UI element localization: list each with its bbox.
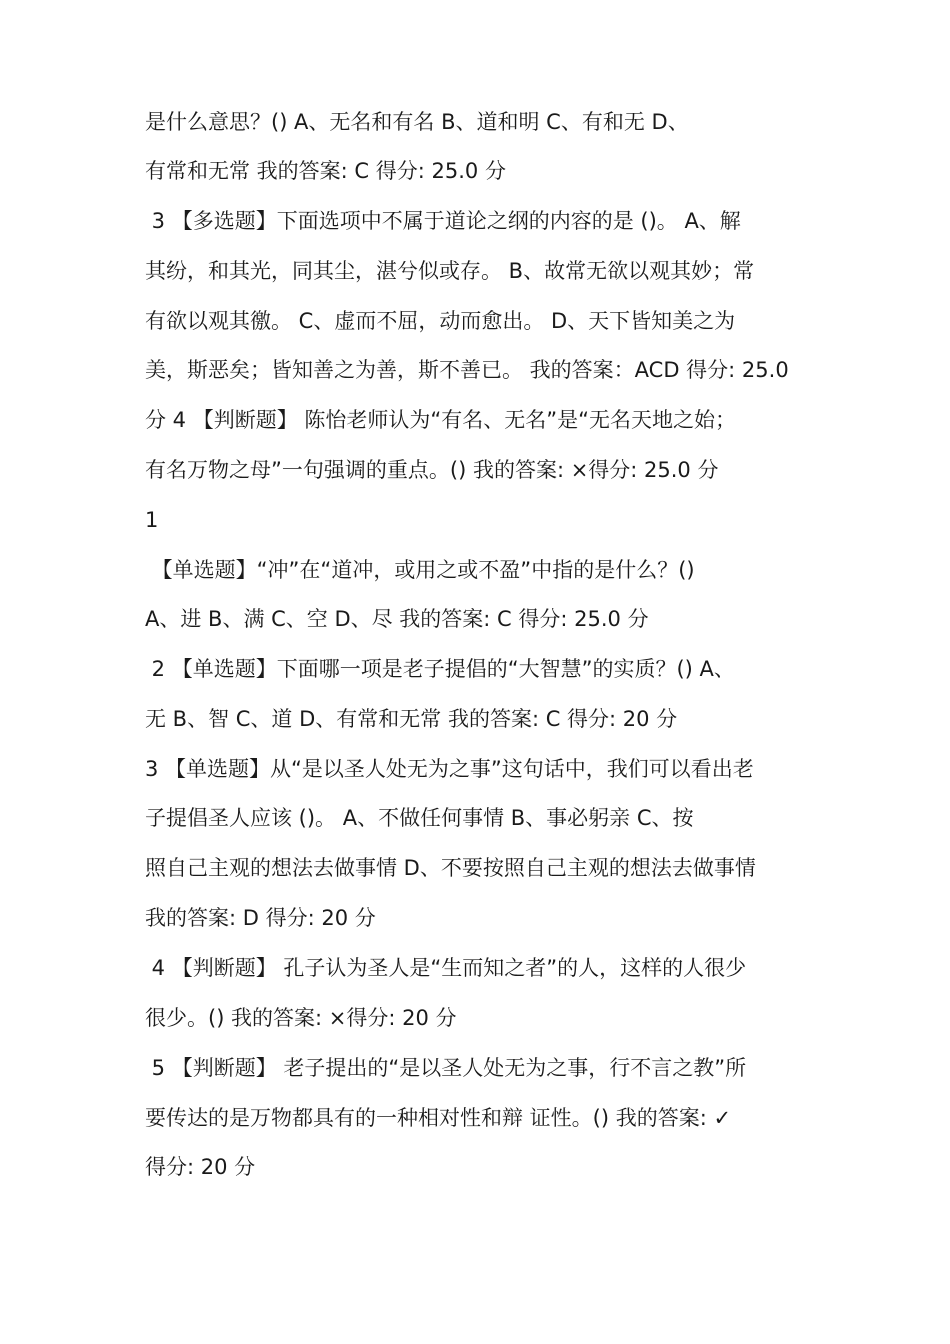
text-line: 有常和无常 我的答案: C 得分: 25.0 分 — [145, 159, 506, 183]
text-line: 有欲以观其徼。 C、虚而不屈，动而愈出。 D、天下皆知美之为 — [145, 309, 736, 333]
text-line: 3 【单选题】从“是以圣人处无为之事”这句话中，我们可以看出老 — [145, 757, 754, 781]
page-number: 1 — [145, 508, 159, 532]
text-line: A、进 B、满 C、空 D、尽 我的答案: C 得分: 25.0 分 — [145, 607, 649, 631]
text-line: 分 4 【判断题】 陈怡老师认为“有名、无名”是“无名天地之始； — [145, 408, 737, 432]
text-line: 5 【判断题】 老子提出的“是以圣人处无为之事，行不言之教”所 — [145, 1056, 747, 1080]
text-line: 是什么意思？() A、无名和有名 B、道和明 C、有和无 D、 — [145, 110, 689, 134]
text-line: 美，斯恶矣；皆知善之为善，斯不善已。 我的答案：ACD 得分: 25.0 — [145, 358, 789, 382]
text-line: 子提倡圣人应该 ()。 A、不做任何事情 B、事必躬亲 C、按 — [145, 806, 694, 830]
text-line: 3 【多选题】下面选项中不属于道论之纲的内容的是 ()。 A、解 — [145, 209, 741, 233]
text-line: 有名万物之母”一句强调的重点。() 我的答案: ×得分: 25.0 分 — [145, 458, 719, 482]
text-line: 无 B、智 C、道 D、有常和无常 我的答案: C 得分: 20 分 — [145, 707, 678, 731]
text-line: 4 【判断题】 孔子认为圣人是“生而知之者”的人，这样的人很少 — [145, 956, 747, 980]
text-line: 【单选题】“冲”在“道冲，或用之或不盈”中指的是什么？() — [145, 558, 695, 582]
text-line: 照自己主观的想法去做事情 D、不要按照自己主观的想法去做事情 — [145, 856, 756, 880]
text-line: 很少。() 我的答案: ×得分: 20 分 — [145, 1006, 457, 1030]
text-line: 得分: 20 分 — [145, 1155, 256, 1179]
text-line: 我的答案: D 得分: 20 分 — [145, 906, 376, 930]
text-line: 要传达的是万物都具有的一种相对性和辩 证性。() 我的答案: ✓ — [145, 1106, 732, 1130]
text-line: 其纷，和其光，同其尘，湛兮似或存。 B、故常无欲以观其妙；常 — [145, 259, 755, 283]
text-line: 2 【单选题】下面哪一项是老子提倡的“大智慧”的实质？() A、 — [145, 657, 735, 681]
